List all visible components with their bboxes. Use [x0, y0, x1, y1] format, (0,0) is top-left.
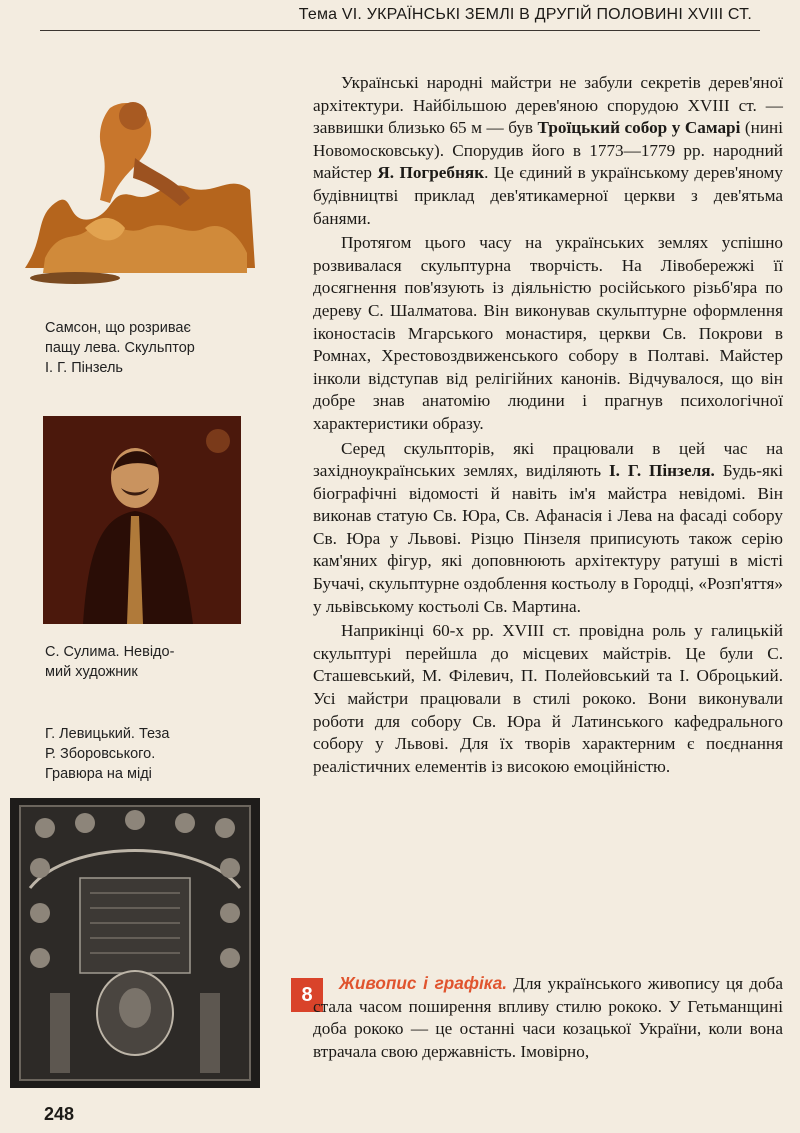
- caption-line: Г. Левицький. Теза: [45, 726, 170, 742]
- levytsky-caption: [45, 724, 169, 784]
- paragraph: [313, 438, 783, 619]
- caption-line: Самсон, що розриває: [45, 320, 191, 336]
- engraving-image: [10, 798, 260, 1088]
- page-number: 248: [44, 1104, 75, 1124]
- caption-line: С. Сулима. Невідо-: [45, 644, 175, 660]
- paragraph-text: Серед скульпторів, які працювали в цей час на західноукраїнських землях, виділяють: [313, 438, 783, 481]
- main-text: [313, 72, 783, 778]
- caption-line: мий художник: [45, 664, 138, 680]
- bold-term: Троїцький собор у Самарі: [537, 118, 741, 138]
- samson-caption: [45, 318, 195, 378]
- caption-line: Р. Зборовського.: [45, 746, 156, 762]
- section-title: Живопис і графіка.: [339, 973, 508, 993]
- paragraph-text: Українські народні майстри не забули секретів дерев'яної архітектури. Найбільшою дерев'яною спорудою XVIII ст. — заввишки близько 65 м — був: [313, 73, 783, 138]
- caption-line: Гравюра на міді: [45, 766, 152, 782]
- bold-term: Я. Погребняк: [377, 163, 485, 183]
- samson-sculpture-image: [15, 78, 260, 290]
- paragraph-text: Будь-які біографічні відомості й навіть ім'я майстра невідомі. Він виконав статую Св. Юра, Св. Афанасія і Лева на фасаді собору Св. Юра у Львові. Різцю Пінзеля приписують також серію кам'яних фігур, які доповнюють архітектуру ратуші в місті Бучачі, скульптурне оздоблення костьолу в Городці, «Розп'яття» у львівському костьолі Св. Мартина.: [313, 461, 783, 616]
- paragraph-text: (нині Новомосковську). Спорудив його в 1773—1779 рр. народний майстер: [313, 118, 783, 183]
- paragraph: [313, 72, 783, 230]
- section-text: Для українського живопису ця доба стала часом поширення впливу стилю рококо. У Гетьманщині доба рококо — це останні часи козацької України, коли вона втрачала свою державність. Імовірно,: [313, 974, 783, 1061]
- section-8: [313, 972, 783, 1063]
- paragraph: Протягом цього часу на українських землях успішно розвивалася скульптурна творчість. На Лівобережжі її досягнення пов'язують із діяльністю російського різьб'яра по дереву С. Шалматова. Він виконував скульптурне оформлення іконостасів Мгарського монастиря, церкви Св. Покрови в Ромнах, Хрестовоздвиженського собору в Полтаві. Майстер інколи відступав від релігійних канонів. Відчувалося, що він добре знав анатомію людини і прагнув психологічної характеристики образу.: [313, 233, 783, 433]
- bold-term: І. Г. Пінзеля.: [608, 461, 715, 481]
- sulyma-caption: [45, 642, 174, 682]
- sulyma-portrait-image: [43, 416, 241, 624]
- paragraph-text: . Це єдиний в українському дерев'яному будівництві приклад дев'ятикамерної церкви з дев'ятьма банями.: [313, 163, 783, 228]
- caption-line: пащу лева. Скульптор: [45, 340, 195, 356]
- paragraph: Наприкінці 60-х рр. XVIII ст. провідна роль у галицькій скульптурі перейшла до місцевих майстрів. Це були С. Сташевський, М. Філевич, П. Полейовський та І. Оброцький. Усі майстри працювали в стилі рококо. Вони виконували роботи для собору Св. Юра й Латинського кафедрального собору у Львові. Для їх творів характерним є поєднання реалістичних елементів із високою емоційністю.: [313, 621, 783, 776]
- header-title: Тема VI. УКРАЇНСЬКІ ЗЕМЛІ В ДРУГІЙ ПОЛОВИНІ XVIII СТ.: [298, 6, 752, 23]
- caption-line: І. Г. Пінзель: [45, 360, 123, 376]
- section-number-badge: 8: [291, 978, 323, 1012]
- running-header: [40, 0, 760, 31]
